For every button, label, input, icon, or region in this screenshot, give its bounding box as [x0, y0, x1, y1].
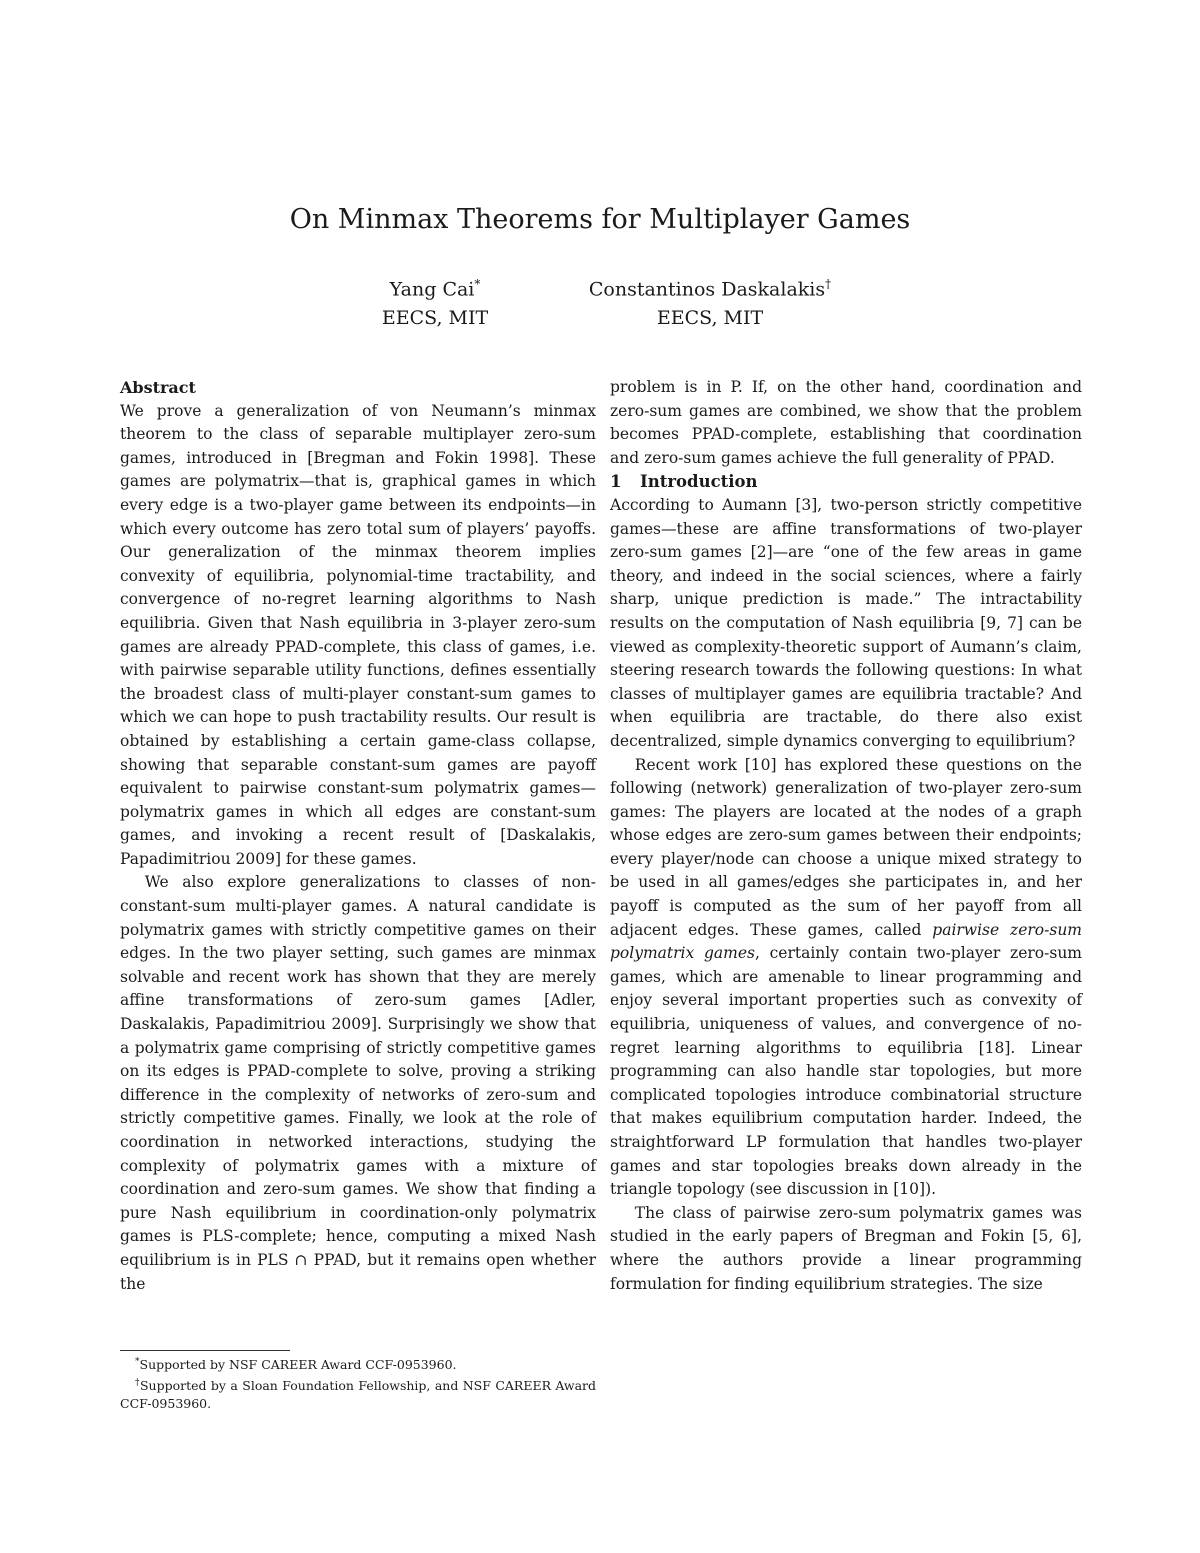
- author-affiliation: EECS, MIT: [381, 307, 489, 330]
- footnote-mark: †: [135, 1378, 140, 1389]
- footnote-1: [120, 1353, 596, 1374]
- abstract-heading: Abstract: [120, 378, 196, 397]
- section-heading: [610, 470, 1082, 494]
- author-name: Constantinos Daskalakis: [588, 278, 826, 301]
- intro-paragraph-2: [610, 754, 1082, 1202]
- intro-paragraph-3: The class of pairwise zero-sum polymatrix games was studied in the early papers of Bregman and Fokin [5, 6], where the authors provide a linear programming formulation for finding equilibrium strategies. The size: [610, 1203, 1082, 1293]
- author-footnote-mark: †: [825, 277, 832, 291]
- intro-paragraph-1: According to Aumann [3], two-person strictly competitive games—these are affine transformations of two-player zero-sum games [2]—are “one of the few areas in game theory, and indeed in the social sciences, where a fairly sharp, unique prediction is made.” The intractability results on the computation of Nash equilibria [9, 7] can be viewed as complexity-theoretic support of Aumann’s claim, steering research towards the following questions: In what classes of multiplayer games are equilibria tractable? And when equilibria are tractable, do there also exist decentralized, simple dynamics converging to equilibrium?: [610, 495, 1082, 750]
- section-number: 1: [610, 472, 622, 492]
- footnote-text: Supported by NSF CAREER Award CCF-0953960.: [139, 1357, 457, 1373]
- abstract-paragraph-2: We also explore generalizations to classes of non-constant-sum multi-player games. A natural candidate is polymatrix games with strictly competitive games on their edges. In the two player setting, such games are minmax solvable and recent work has shown that they are merely affine transformations of zero-sum games [Adler, Daskalakis, Papadimitriou 2009]. Surprisingly we show that a polymatrix game comprising of strictly competitive games on its edges is PPAD-complete to solve, proving a striking difference in the complexity of networks of zero-sum and strictly competitive games. Finally, we look at the role of coordination in networked interactions, studying the complexity of polymatrix games with a mixture of coordination and zero-sum games. We show that finding a pure Nash equilibrium in coordination-only polymatrix games is PLS-complete; hence, computing a mixed Nash equilibrium is in PLS ∩ PPAD, but it remains open whether the: [120, 873, 596, 1293]
- right-column: [610, 376, 1082, 1296]
- author-name: Yang Cai: [389, 278, 475, 301]
- footnote-mark: *: [135, 1357, 140, 1367]
- author-2: [570, 270, 850, 333]
- intro-paragraph-2-text-cont: , certainly contain two-player zero-sum games, which are amenable to linear programming and enjoy several important properties such as convexity of equilibria, uniqueness of values, and convergence of no-regret learning algorithms to equilibria [18]. Linear programming can also handle star topologies, but more complicated topologies introduce combinatorial structure that makes equilibrium computation harder. Indeed, the straightforward LP formulation that handles two-player games and star topologies breaks down already in the triangle topology (see discussion in [10]).: [610, 944, 1082, 1199]
- intro-paragraph-2-text: Recent work [10] has explored these questions on the following (network) generalization of two-player zero-sum games: The players are located at the nodes of a graph whose edges are zero-sum games between their endpoints; every player/node can choose a unique mixed strategy to be used in all games/edges she participates in, and her payoff is computed as the sum of her payoff from all adjacent edges. These games, called: [610, 755, 1082, 939]
- section-title: Introduction: [640, 472, 758, 492]
- intro-paragraph-2-emphasis: pairwise zero-sum polymatrix games: [610, 920, 1083, 963]
- author-affiliation: EECS, MIT: [656, 307, 764, 330]
- footnote-2: [120, 1374, 596, 1413]
- footnote-text: Supported by a Sloan Foundation Fellowship, and NSF CAREER Award CCF-0953960.: [120, 1378, 597, 1412]
- paper-title: On Minmax Theorems for Multiplayer Games: [289, 204, 911, 235]
- author-1: [330, 270, 540, 333]
- abstract-paragraph-2-continued: problem is in P. If, on the other hand, coordination and zero-sum games are combined, we show that the problem becomes PPAD-complete, establishing that coordination and zero-sum games achieve the full generality of PPAD.: [610, 378, 1082, 467]
- footnotes: [120, 1350, 596, 1413]
- abstract-paragraph-1: We prove a generalization of von Neumann’s minmax theorem to the class of separable multiplayer zero-sum games, introduced in [Bregman and Fokin 1998]. These games are polymatrix—that is, graphical games in which every edge is a two-player game between its endpoints—in which every outcome has zero total sum of players’ payoffs. Our generalization of the minmax theorem implies convexity of equilibria, polynomial-time tractability, and convergence of no-regret learning algorithms to Nash equilibria. Given that Nash equilibria in 3-player zero-sum games are already PPAD-complete, this class of games, i.e. with pairwise separable utility functions, defines essentially the broadest class of multi-player constant-sum games to which we can hope to push tractability results. Our result is obtained by establishing a certain game-class collapse, showing that separable constant-sum games are payoff equivalent to pairwise constant-sum polymatrix games—polymatrix games in which all edges are constant-sum games, and invoking a recent result of [Daskalakis, Papadimitriou 2009] for these games.: [120, 401, 596, 868]
- left-column: [120, 376, 596, 1296]
- author-footnote-mark: *: [474, 277, 481, 291]
- footnote-rule: [120, 1350, 290, 1351]
